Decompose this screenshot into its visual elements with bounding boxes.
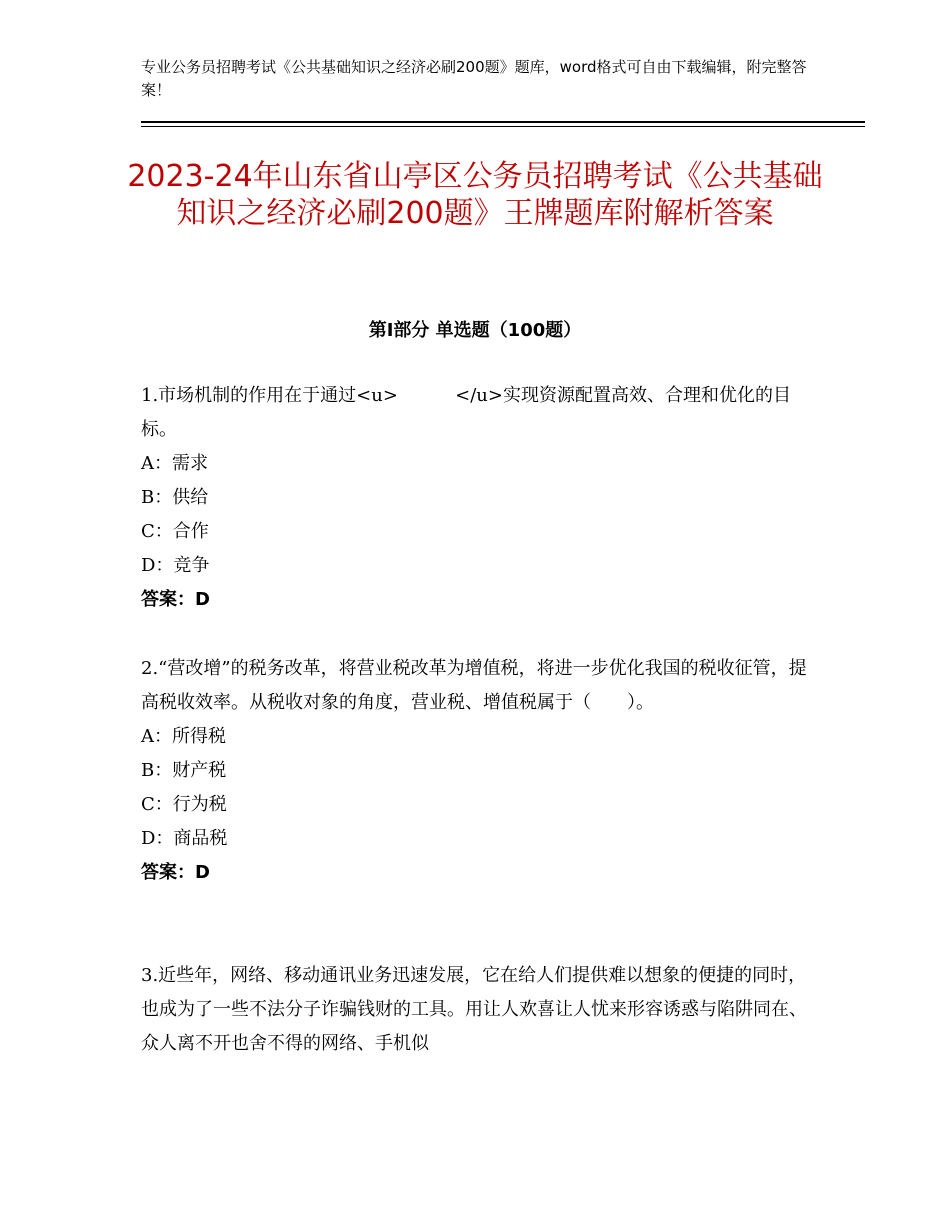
option-c: C：合作: [141, 521, 209, 542]
header-rule-thin: [141, 126, 865, 127]
answer: 答案：D: [141, 862, 210, 883]
question-stem-part-a: 1.市场机制的作用在于通过<u>: [141, 385, 398, 406]
option-a: A：所得税: [141, 726, 226, 747]
section-title: 第Ⅰ部分 单选题（100题）: [368, 320, 582, 341]
option-b: B：财产税: [141, 760, 227, 781]
question-stem: [141, 379, 809, 447]
option-d: D：商品税: [141, 828, 228, 849]
question-stem-part-b: </u>实现资源配置高效、合理和优化的目标。: [141, 385, 791, 440]
option-c: C：行为税: [141, 794, 227, 815]
answer: 答案：D: [141, 589, 210, 610]
question-3: [141, 959, 809, 1061]
question-2: [141, 652, 809, 890]
option-d: D：竞争: [141, 555, 210, 576]
header-rule-thick: [141, 121, 865, 123]
question-stem: 2.“营改增”的税务改革，将营业税改革为增值税，将进一步优化我国的税收征管，提高税收效率。从税收对象的角度，营业税、增值税属于（ ）。: [141, 658, 807, 713]
document-title: 2023-24年山东省山亭区公务员招聘考试《公共基础知识之经济必刷200题》王牌题库附解析答案: [127, 159, 823, 231]
blank-gap: [398, 385, 455, 406]
question-1: [141, 379, 809, 617]
option-b: B：供给: [141, 487, 209, 508]
header-note: 专业公务员招聘考试《公共基础知识之经济必刷200题》题库，word格式可自由下载编辑，附完整答案！: [141, 58, 807, 99]
option-a: A：需求: [141, 453, 208, 474]
question-stem: 3.近些年，网络、移动通讯业务迅速发展，它在给人们提供难以想象的便捷的同时，也成为了一些不法分子诈骗钱财的工具。用让人欢喜让人忧来形容诱惑与陷阱同在、众人离不开也舍不得的网络、手机似: [141, 965, 807, 1054]
